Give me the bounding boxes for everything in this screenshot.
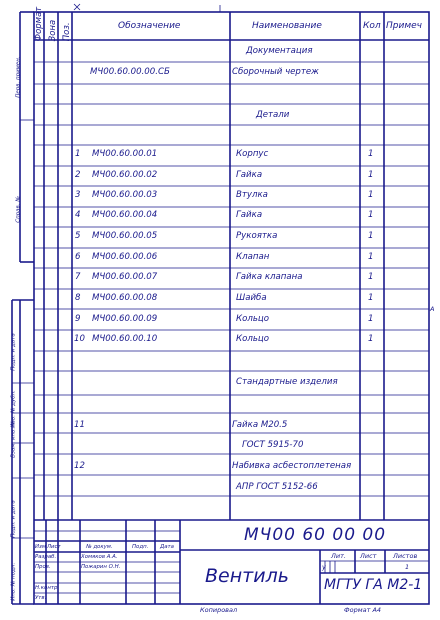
row-name: Шайба [236, 293, 267, 303]
row-designation: МЧ00.60.00.08 [92, 293, 158, 303]
row-pos: 2 [75, 170, 81, 180]
product-name: Вентиль [205, 565, 289, 587]
header-note: Примеч [386, 21, 422, 31]
side-perv-primen: Перв. примен. [15, 56, 22, 98]
row-name: Гайка клапана [236, 272, 303, 282]
section-standard: Стандартные изделия [236, 377, 338, 387]
col-izm: Изм [35, 544, 46, 550]
side-podp-data-2: Подп. и дата [10, 500, 17, 538]
row-name: Втулка [236, 190, 268, 200]
sheets-count: 1 [405, 563, 410, 571]
row-designation: МЧ00.60.00.06 [92, 252, 158, 262]
sheet-header: Лист [360, 552, 377, 560]
std-item11-line2: ГОСТ 5915-70 [242, 440, 304, 450]
row-designation: МЧ00.60.00.10 [92, 334, 158, 344]
nkontr-label: Н.контр. [35, 585, 60, 591]
row-pos: 3 [75, 190, 81, 200]
row-pos: 4 [75, 210, 81, 220]
letter-u: у [322, 563, 326, 571]
side-sprav: Справ. № [15, 195, 22, 223]
header-name: Наименование [252, 21, 322, 31]
razrab-label: Разраб. [35, 554, 57, 560]
row-pos: 8 [75, 293, 81, 303]
prov-name: Пожарин О.Н. [81, 564, 121, 570]
row-designation: МЧ00.60.00.09 [92, 314, 158, 324]
row-designation: МЧ00.60.00.04 [92, 210, 158, 220]
row-qty: 1 [368, 293, 374, 303]
row-qty: 1 [368, 190, 374, 200]
row-name: Клапан [236, 252, 270, 262]
row-pos: 10 [74, 334, 85, 344]
sheets-header: Листов [393, 552, 418, 560]
header-format: Формат [33, 6, 44, 42]
std-pos-12: 12 [74, 461, 85, 471]
assembly-designation: МЧ00.60.00.00.СБ [90, 67, 170, 77]
row-name: Кольцо [236, 314, 270, 324]
row-qty: 1 [368, 149, 374, 159]
row-name: Кольцо [236, 334, 270, 344]
std-pos-11: 11 [74, 420, 85, 430]
row-designation: МЧ00.60.00.02 [92, 170, 158, 180]
row-designation: МЧ00.60.00.07 [92, 272, 158, 282]
row-pos: 6 [75, 252, 81, 262]
row-pos: 9 [75, 314, 81, 324]
organization: МГТУ ГА М2-1 [324, 577, 423, 593]
side-vzam-inv: Взам. инв. № [10, 420, 17, 458]
col-list: Лист [47, 544, 61, 550]
row-qty: 1 [368, 231, 374, 241]
std-item12-line1: Набивка асбестоплетеная [232, 461, 352, 471]
lit-header: Лит. [331, 552, 346, 560]
row-name: Рукоятка [236, 231, 278, 241]
row-qty: 1 [368, 210, 374, 220]
row-name: Гайка [236, 170, 263, 180]
document-code: МЧ00 60 00 00 [244, 525, 387, 545]
col-n-dokum: № докум. [86, 544, 113, 550]
footer-copied: Копировал [200, 606, 238, 614]
row-qty: 1 [368, 170, 374, 180]
prov-label: Пров. [35, 564, 51, 570]
row-qty: 1 [368, 252, 374, 262]
row-qty: 1 [368, 314, 374, 324]
row-pos: 7 [75, 272, 81, 282]
row-qty: 1 [368, 272, 374, 282]
row-qty: 1 [368, 334, 374, 344]
header-designation: Обозначение [118, 21, 181, 31]
row-name: Корпус [236, 149, 269, 159]
utv-label: Утв. [35, 595, 47, 601]
margin-mark: А [430, 305, 435, 313]
header-qty: Кол [363, 21, 381, 31]
col-data: Дата [160, 544, 174, 550]
row-name: Гайка [236, 210, 263, 220]
header-zone: Зона [47, 19, 58, 42]
footer-format: Формат А4 [344, 606, 382, 614]
row-designation: МЧ00.60.00.01 [92, 149, 158, 159]
razrab-name: Хомяков А.А. [81, 554, 118, 560]
section-parts: Детали [256, 110, 290, 120]
std-item12-line2: АПР ГОСТ 5152-66 [236, 482, 318, 492]
side-inv-dubl: Инв. № дубл. [10, 390, 17, 428]
row-designation: МЧ00.60.00.03 [92, 190, 158, 200]
row-pos: 5 [75, 231, 81, 241]
side-inv-podl: Инв. № подл. [10, 562, 17, 601]
header-pos: Поз. [61, 22, 72, 42]
side-podp-data-1: Подп. и дата [10, 333, 17, 371]
row-pos: 1 [75, 149, 81, 159]
section-documentation: Документация [246, 46, 313, 56]
std-item11-line1: Гайка М20.5 [232, 420, 288, 430]
assembly-name: Сборочный чертеж [232, 67, 319, 77]
row-designation: МЧ00.60.00.05 [92, 231, 158, 241]
col-podp: Подп. [132, 544, 149, 550]
